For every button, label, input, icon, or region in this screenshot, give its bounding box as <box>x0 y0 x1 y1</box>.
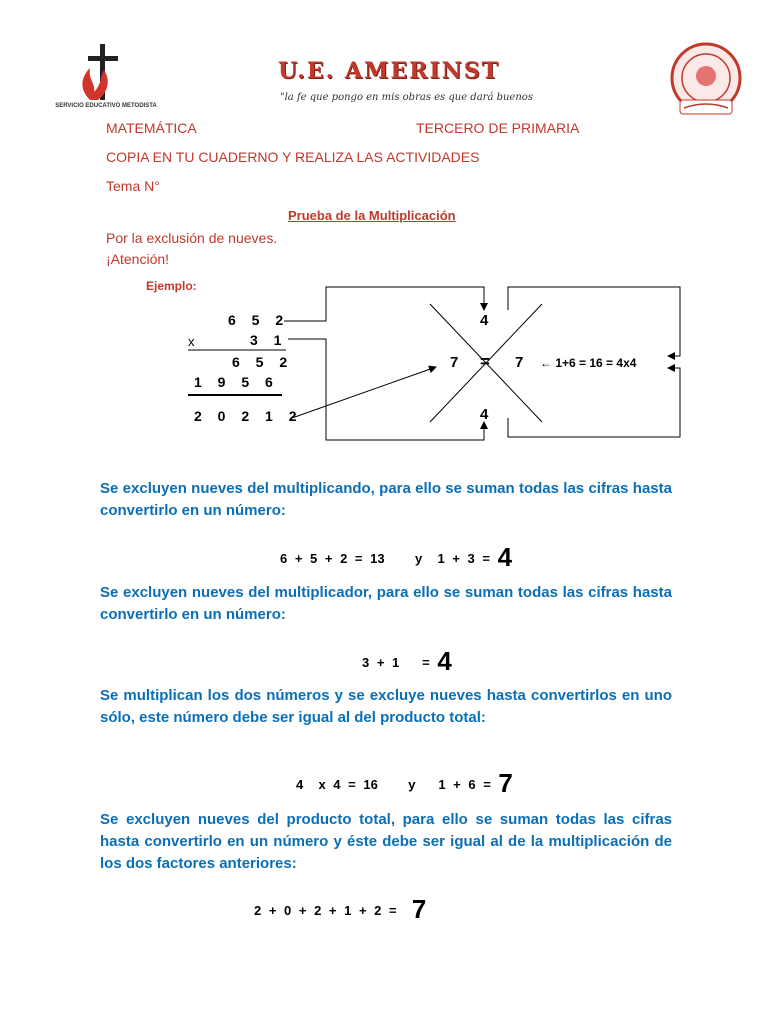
instruction-text: COPIA EN TU CUADERNO Y REALIZA LAS ACTIVIDADES <box>106 149 480 165</box>
subject-label: MATEMÁTICA <box>106 120 197 136</box>
step-3-equation <box>296 768 513 799</box>
grade-label: TERCERO DE PRIMARIA <box>416 120 580 136</box>
cross-note: ← 1+6 = 16 = 4x4 <box>540 356 637 370</box>
proof-diagram-lines <box>0 0 768 460</box>
multiplicand: 6 5 2 <box>228 312 290 328</box>
total-product: 2 0 2 1 2 <box>194 408 303 424</box>
step-4-equation <box>254 894 426 925</box>
logo-caption: SERVICIO EDUCATIVO METODISTA <box>55 103 157 109</box>
partial-product-1: 6 5 2 <box>232 354 294 370</box>
cross-equals: = <box>480 352 490 371</box>
intro-line-1: Por la exclusión de nueves. <box>106 230 278 246</box>
step-4-expr: 2 + 0 + 2 + 1 + 2 = <box>254 903 412 918</box>
step-1-equation <box>280 542 512 573</box>
step-4-text: Se excluyen nueves del producto total, para ello se suman todas las cifras hasta convertirlo en un número y éste debe ser igual al de la multiplicación de los dos factores anteriores: <box>100 811 672 872</box>
cross-right-value: 7 <box>515 354 524 371</box>
school-slogan: "la fe que pongo en mis obras es que dará buenos <box>280 92 533 103</box>
step-1-expr: 6 + 5 + 2 = 13 y 1 + 3 = <box>280 551 498 566</box>
times-sign: x <box>188 334 195 349</box>
topic-label: Tema N° <box>106 178 160 194</box>
step-3-result: 7 <box>498 768 513 798</box>
step-2-equation <box>362 646 452 677</box>
partial-product-2: 1 9 5 6 <box>194 374 279 390</box>
step-4-result: 7 <box>411 894 427 924</box>
step-1-result: 4 <box>497 542 513 572</box>
step-3-expr: 4 x 4 = 16 y 1 + 6 = <box>296 777 499 792</box>
multiplier: 3 1 <box>250 332 288 348</box>
school-brand: U.E. AMERINST <box>278 58 501 84</box>
cross-left-value: 7 <box>450 354 459 371</box>
page-title: Prueba de la Multiplicación <box>288 208 456 223</box>
step-2-text: Se excluyen nueves del multiplicador, para ello se suman todas las cifras hasta convertirlo en un número: <box>100 584 672 623</box>
example-label: Ejemplo: <box>146 279 197 293</box>
step-2-expr: 3 + 1 = <box>362 655 438 670</box>
cross-top-value: 4 <box>480 312 489 329</box>
cross-bottom-value: 4 <box>480 406 489 423</box>
step-1-text: Se excluyen nueves del multiplicando, para ello se suman todas las cifras hasta convertirlo en un número: <box>100 480 672 519</box>
intro-line-2: ¡Atención! <box>106 251 170 267</box>
step-3-text: Se multiplican los dos números y se excluye nueves hasta convertirlos en uno sólo, este número debe ser igual al del producto total: <box>100 687 672 726</box>
step-2-result: 4 <box>437 646 452 676</box>
